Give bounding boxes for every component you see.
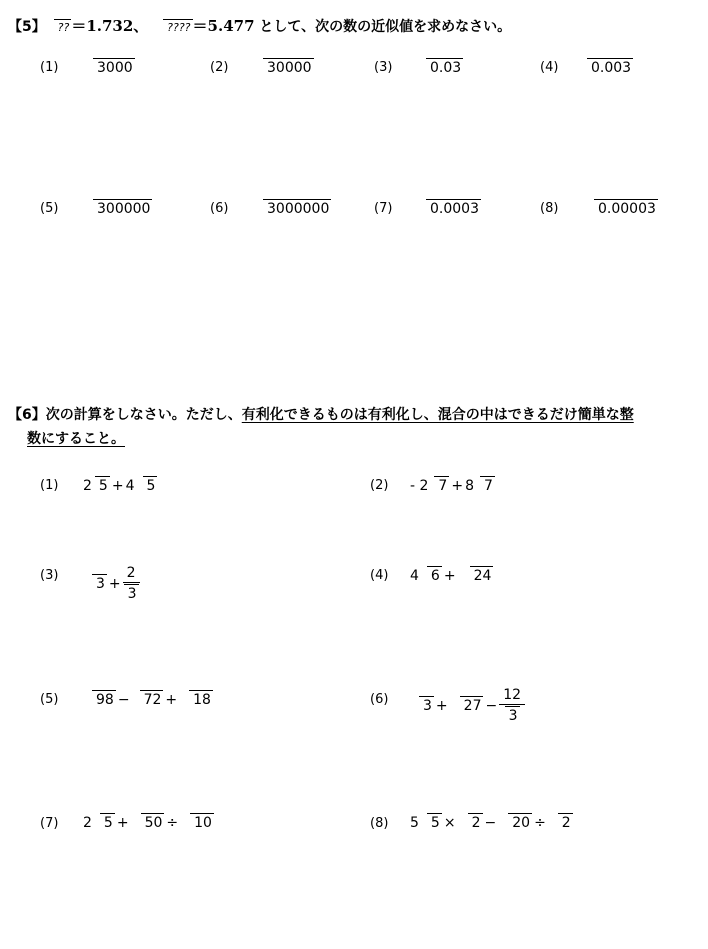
section6-condition: 有利化できるものは有利化し、混合の中はできるだけ簡単な整 xyxy=(241,407,634,423)
s6-label-1: (1) xyxy=(40,478,59,493)
s6-label-2: (2) xyxy=(370,478,389,493)
s5-label-1: (1) xyxy=(40,60,59,75)
s6-label-4: (4) xyxy=(370,568,389,583)
radical: 300000 xyxy=(93,199,152,217)
s6-problem-2 xyxy=(410,476,495,494)
fraction xyxy=(499,688,525,724)
radical: 0.003 xyxy=(587,58,633,76)
denominator xyxy=(505,705,520,724)
radical: 5 xyxy=(143,476,158,494)
s6-problem-1 xyxy=(83,476,157,494)
radical: 3 xyxy=(124,584,139,602)
given-value-a: ＝1.732、 xyxy=(71,17,149,35)
s5-problem-6 xyxy=(260,199,331,217)
radical: 7 xyxy=(480,476,495,494)
s6-label-7: (7) xyxy=(40,816,59,831)
numerator: 12 xyxy=(499,688,525,705)
operator: + xyxy=(451,478,464,494)
operator: + xyxy=(111,478,124,494)
s6-problem-8 xyxy=(410,813,573,831)
s5-problem-1 xyxy=(90,58,135,76)
radical: 0.00003 xyxy=(594,199,658,217)
s6-problem-6 xyxy=(416,688,525,724)
radical: 5 xyxy=(95,476,110,494)
s6-problem-7 xyxy=(83,813,214,831)
s5-label-3: (3) xyxy=(374,60,393,75)
coefficient: 2 xyxy=(83,478,92,494)
coefficient: 8 xyxy=(465,478,474,494)
s6-label-5: (5) xyxy=(40,692,59,707)
radical: 27 xyxy=(460,696,484,714)
s6-label-8: (8) xyxy=(370,816,389,831)
operator: × xyxy=(443,815,456,831)
radical: 3000 xyxy=(93,58,135,76)
s5-problem-4 xyxy=(584,58,633,76)
radical: 3 xyxy=(505,706,520,724)
radical: 6 xyxy=(427,566,442,584)
radical: 10 xyxy=(190,813,214,831)
coefficient: 4 xyxy=(125,478,135,494)
given-radical-a: ?? xyxy=(54,19,72,34)
fraction xyxy=(123,566,140,602)
radical: 72 xyxy=(140,690,164,708)
given-radical-b: ???? xyxy=(163,19,192,34)
s5-problem-2 xyxy=(260,58,314,76)
operator: + xyxy=(435,698,448,714)
radical: 0.0003 xyxy=(426,199,481,217)
s5-problem-7 xyxy=(423,199,481,217)
s5-label-8: (8) xyxy=(540,201,559,216)
operator: ÷ xyxy=(534,815,546,831)
section6-header-line2 xyxy=(27,428,125,450)
radical: 20 xyxy=(508,813,532,831)
s6-problem-3 xyxy=(89,566,140,602)
operator: ÷ xyxy=(166,815,179,831)
radical: 0.03 xyxy=(426,58,463,76)
radical: 2 xyxy=(558,813,573,831)
radical: 5 xyxy=(427,813,442,831)
radical: 3000000 xyxy=(263,199,331,217)
radical: 50 xyxy=(141,813,165,831)
s5-label-5: (5) xyxy=(40,201,59,216)
operator: + xyxy=(116,815,129,831)
section6-condition-cont: 数にすること。 xyxy=(27,431,125,447)
operator: − xyxy=(485,698,498,714)
s6-label-3: (3) xyxy=(40,568,59,583)
section5-tag: 【5】 xyxy=(8,19,46,35)
section6-header-line1 xyxy=(8,404,634,426)
operator: + xyxy=(443,568,456,584)
radical: 7 xyxy=(434,476,449,494)
s6-problem-5 xyxy=(89,690,213,708)
coefficient: 4 xyxy=(410,568,419,584)
coefficient: 2 xyxy=(83,815,92,831)
radical: 5 xyxy=(100,813,115,831)
s5-label-6: (6) xyxy=(210,201,229,216)
s5-problem-5 xyxy=(90,199,152,217)
section6-tag: 【6】 xyxy=(8,407,46,423)
section5-instruction: として、次の数の近似値を求めなさい。 xyxy=(259,19,512,35)
section6-instruction: 次の計算をしなさい。ただし、 xyxy=(45,407,242,423)
numerator: 2 xyxy=(123,566,140,583)
s6-label-6: (6) xyxy=(370,692,389,707)
radical: 18 xyxy=(189,690,213,708)
given-value-b: ＝5.477 xyxy=(192,17,255,35)
operator: + xyxy=(165,692,178,708)
coefficient: - 2 xyxy=(410,478,429,494)
radical: 24 xyxy=(470,566,494,584)
radical: 98 xyxy=(92,690,116,708)
coefficient: 5 xyxy=(410,815,419,831)
s6-problem-4 xyxy=(410,566,493,584)
radical: 2 xyxy=(468,813,483,831)
s5-label-7: (7) xyxy=(374,201,393,216)
s5-label-4: (4) xyxy=(540,60,559,75)
radical: 3 xyxy=(92,574,107,592)
radical: 30000 xyxy=(263,58,314,76)
s5-problem-3 xyxy=(423,58,463,76)
radical: 3 xyxy=(419,696,434,714)
s5-problem-8 xyxy=(591,199,658,217)
section5-header xyxy=(8,14,511,38)
operator: − xyxy=(484,815,497,831)
denominator xyxy=(124,583,139,602)
operator: − xyxy=(117,692,130,708)
operator: + xyxy=(108,576,121,592)
s5-label-2: (2) xyxy=(210,60,229,75)
